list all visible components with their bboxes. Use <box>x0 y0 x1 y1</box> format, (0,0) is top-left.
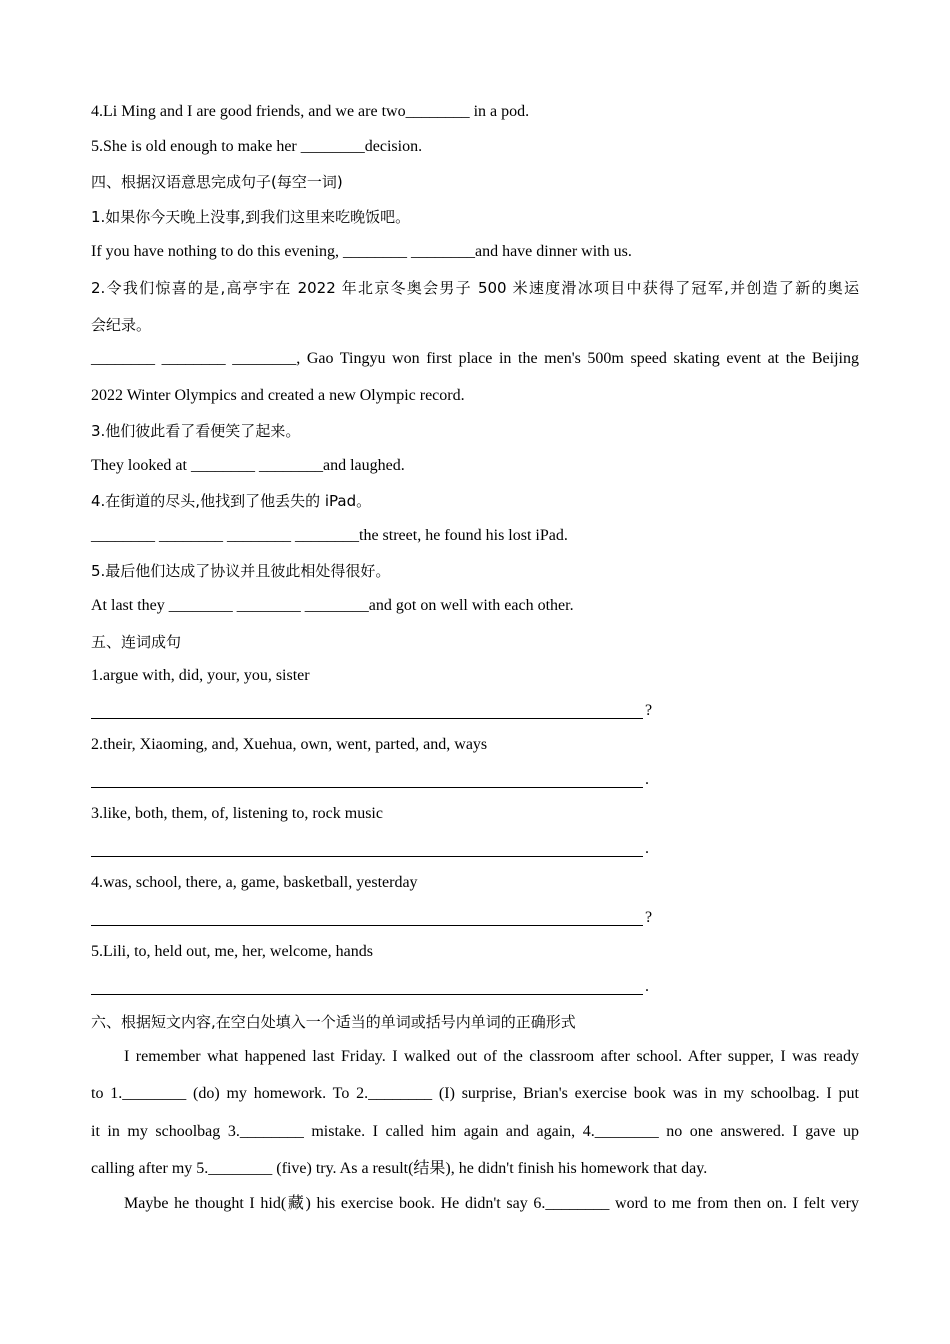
section5-item-2-answer-line <box>91 770 859 790</box>
section4-q1-chinese: 1.如果你今天晚上没事,到我们这里来吃晚饭吧。 <box>91 208 411 226</box>
section5-item-4-answer-line <box>91 908 859 928</box>
section4-q2-chinese-line2: 会纪录。 <box>91 316 152 334</box>
section4-q5-english: At last they ________ ________ ________and got on well with each other. <box>91 597 574 614</box>
section6-paragraph2-line1: Maybe he thought I hid(藏) his exercise book. He didn't say 6.________ word to me from then on. I felt very <box>124 1195 859 1212</box>
section5-item-5-answer-line <box>91 977 859 997</box>
answer-underline <box>91 718 643 719</box>
section4-q1-english: If you have nothing to do this evening, ________ ________and have dinner with us. <box>91 243 632 260</box>
section5-item-2-prompt: 2.their, Xiaoming, and, Xuehua, own, went, parted, and, ways <box>91 736 488 753</box>
answer-end-mark: . <box>645 840 649 857</box>
answer-underline <box>91 925 643 926</box>
section6-paragraph1-line3: it in my schoolbag 3.________ mistake. I called him again and again, 4.________ no one answered. I gave up <box>91 1123 859 1140</box>
section4-q3-chinese: 3.他们彼此看了看便笑了起来。 <box>91 422 301 440</box>
section5-item-5-prompt: 5.Lili, to, held out, me, her, welcome, hands <box>91 943 373 960</box>
section4-q4-chinese: 4.在街道的尽头,他找到了他丢失的 iPad。 <box>91 492 372 510</box>
section6-paragraph1-line2: to 1.________ (do) my homework. To 2.________ (I) surprise, Brian's exercise book was in my schoolbag. I put <box>91 1085 859 1102</box>
section4-heading: 四、根据汉语意思完成句子(每空一词) <box>91 173 343 191</box>
section6-paragraph1-line1: I remember what happened last Friday. I walked out of the classroom after school. After supper, I was ready <box>124 1048 859 1065</box>
section4-q3-english: They looked at ________ ________and laughed. <box>91 457 405 474</box>
section5-item-1-prompt: 1.argue with, did, your, you, sister <box>91 667 310 684</box>
answer-end-mark: ? <box>645 702 653 719</box>
answer-end-mark: . <box>645 978 649 995</box>
answer-end-mark: . <box>645 771 649 788</box>
section4-q2-english-line2: 2022 Winter Olympics and created a new Olympic record. <box>91 387 465 404</box>
section6-paragraph1-line4: calling after my 5.________ (five) try. As a result(结果), he didn't finish his homework that day. <box>91 1160 708 1177</box>
section6-heading: 六、根据短文内容,在空白处填入一个适当的单词或括号内单词的正确形式 <box>91 1013 576 1031</box>
section4-q2-english-line1: ________ ________ ________, Gao Tingyu won first place in the men's 500m speed skating event at the Beijing <box>91 350 859 367</box>
answer-end-mark: ? <box>645 909 653 926</box>
section5-item-1-answer-line <box>91 701 859 721</box>
section5-item-4-prompt: 4.was, school, there, a, game, basketball, yesterday <box>91 874 418 891</box>
section5-item-3-prompt: 3.like, both, them, of, listening to, rock music <box>91 805 383 822</box>
section4-q4-english: ________ ________ ________ ________the street, he found his lost iPad. <box>91 527 568 544</box>
answer-underline <box>91 994 643 995</box>
section3-item-4: 4.Li Ming and I are good friends, and we are two________ in a pod. <box>91 103 530 120</box>
answer-underline <box>91 856 643 857</box>
section5-heading: 五、连词成句 <box>91 633 182 651</box>
section5-item-3-answer-line <box>91 839 859 859</box>
section4-q5-chinese: 5.最后他们达成了协议并且彼此相处得很好。 <box>91 562 391 580</box>
section4-q2-chinese-line1: 2.令我们惊喜的是,高亭宇在 2022 年北京冬奥会男子 500 米速度滑冰项目中获得了冠军,并创造了新的奥运 <box>91 279 859 297</box>
answer-underline <box>91 787 643 788</box>
section3-item-5: 5.She is old enough to make her ________decision. <box>91 138 423 155</box>
